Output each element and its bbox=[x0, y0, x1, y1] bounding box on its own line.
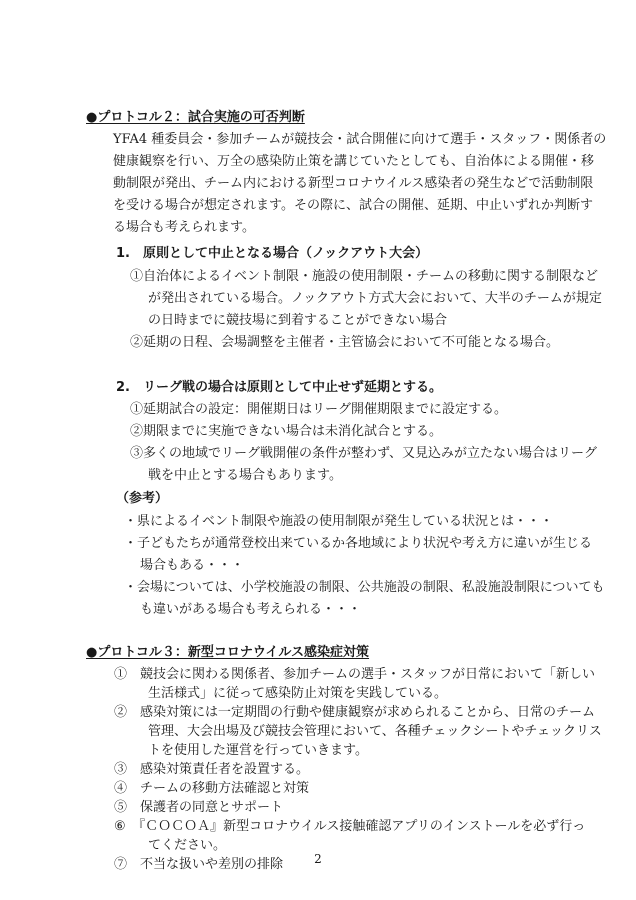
section1-item: ②延期の日程、会場調整を主催者・主管協会において不可能となる場合。 bbox=[130, 335, 560, 350]
section1-item: の日時までに競技場に到着することができない場合 bbox=[148, 313, 448, 328]
reference-item: ・会場については、小学校施設の制限、公共施設の制限、私設施設制限についても bbox=[124, 580, 605, 595]
protocol3-item: 生活様式」に従って感染防止対策を実践している。 bbox=[148, 686, 448, 701]
protocol3-item: ④ チームの移動方法確認と対策 bbox=[114, 781, 310, 796]
reference-item: ・子どもたちが通常登校出来ているか各地域により状況や考え方に違いが生じる bbox=[124, 536, 593, 551]
protocol2-heading-text: ●プロトコル２：試合実施の可否判断 bbox=[86, 110, 305, 125]
protocol2-intro-line: を受ける場合が想定されます。その際に、試合の開催、延期、中止いずれか判断す bbox=[113, 198, 593, 213]
reference-item: ・県によるイベント制限や施設の使用制限が発生している状況とは・・・ bbox=[124, 514, 554, 529]
reference-item: 場合もある・・・ bbox=[140, 558, 245, 573]
protocol3-item: ⑦ 不当な扱いや差別の排除 bbox=[114, 857, 284, 872]
protocol3-item: ⑤ 保護者の同意とサポート bbox=[114, 800, 284, 815]
section2-item: 戦を中止とする場合もあります。 bbox=[148, 468, 342, 483]
section2-item: ①延期試合の設定：開催期日はリーグ開催期限までに設定する。 bbox=[130, 402, 508, 417]
protocol3-item: ⑥ 『ＣＯＣＯＡ』新型コロナウイルス接触確認アプリのインストールを必ず行っ bbox=[114, 819, 586, 834]
protocol3-item: てください。 bbox=[148, 838, 227, 853]
protocol2-heading bbox=[86, 108, 305, 127]
protocol3-item: ① 競技会に関わる関係者、参加チームの選手・スタッフが日常において「新しい bbox=[114, 667, 596, 682]
protocol2-intro-line: 動制限が発出、チーム内における新型コロナウイルス感染者の発生などで活動制限 bbox=[113, 176, 594, 191]
reference-title: （参考） bbox=[116, 491, 169, 506]
reference-item: も違いがある場合も考えられる・・・ bbox=[140, 602, 362, 617]
protocol3-item: ② 感染対策には一定期間の行動や健康観察が求められることから、日常のチーム bbox=[114, 705, 596, 720]
section2-title: 2. リーグ戦の場合は原則として中止せず延期とする。 bbox=[116, 380, 442, 395]
protocol3-item: ③ 感染対策責任者を設置する。 bbox=[114, 762, 310, 777]
protocol3-heading-text: ●プロトコル３：新型コロナウイルス感染症対策 bbox=[86, 645, 370, 660]
section1-title: 1. 原則として中止となる場合（ノックアウト大会） bbox=[116, 246, 429, 261]
protocol2-intro-line: 健康観察を行い、万全の感染防止策を講じていたとしても、自治体による開催・移 bbox=[113, 154, 595, 169]
protocol3-item: トを使用した運営を行っていきます。 bbox=[148, 743, 368, 758]
section1-item: が発出されている場合。ノックアウト方式大会において、大半のチームが規定 bbox=[148, 291, 602, 306]
section2-item: ③多くの地域でリーグ戦開催の条件が整わず、又見込みが立たない場合はリーグ bbox=[130, 446, 597, 461]
section2-item: ②期限までに実施できない場合は未消化試合とする。 bbox=[130, 424, 443, 439]
section1-item: ①自治体によるイベント制限・施設の使用制限・チームの移動に関する制限など bbox=[130, 269, 599, 284]
protocol3-item: 管理、大会出場及び競技会管理において、各種チェックシートやチェックリス bbox=[148, 724, 602, 739]
protocol3-heading bbox=[86, 643, 369, 662]
page-number: 2 bbox=[314, 852, 322, 866]
protocol2-intro-line: YFA4 種委員会・参加チームが競技会・試合開催に向けて選手・スタッフ・関係者の bbox=[113, 132, 607, 147]
protocol2-intro-line: る場合も考えられます。 bbox=[113, 220, 255, 235]
